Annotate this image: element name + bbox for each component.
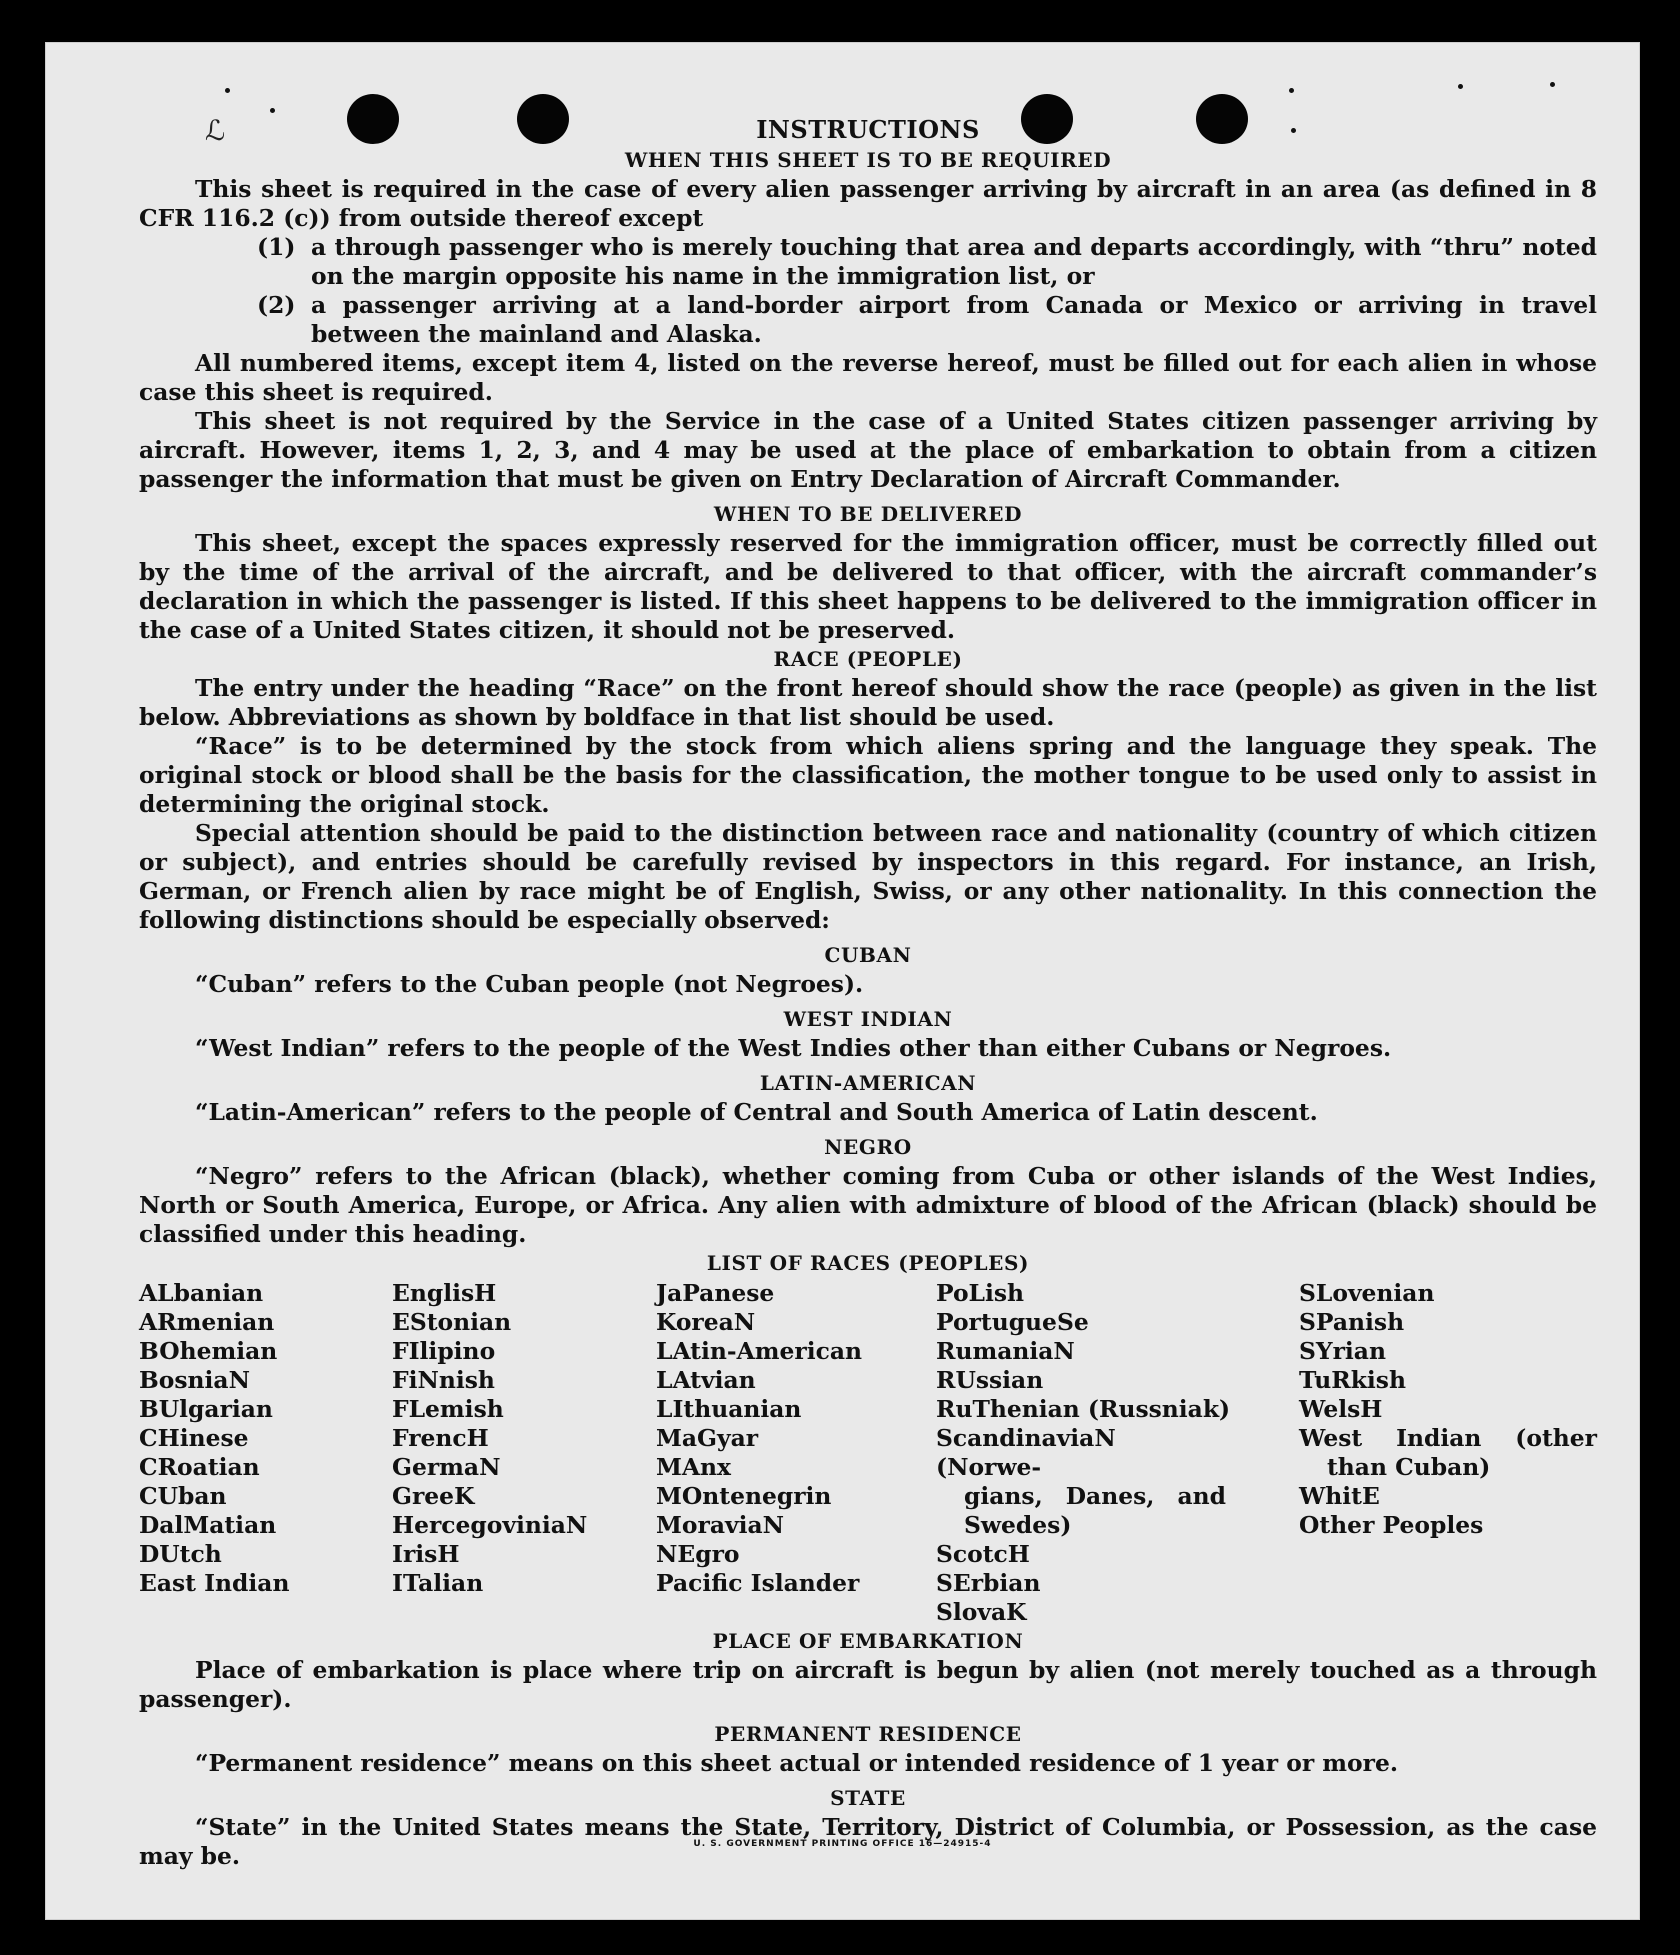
race-entry: ScotcH xyxy=(936,1540,1030,1568)
section-heading: NEGRO xyxy=(824,1135,912,1159)
list-item xyxy=(139,291,1597,349)
printing-office-footer: U. S. GOVERNMENT PRINTING OFFICE 16—24915-4 xyxy=(693,1839,992,1849)
margin-handwritten-mark: ℒ xyxy=(205,114,226,147)
section-heading: WHEN THIS SHEET IS TO BE REQUIRED xyxy=(624,148,1112,172)
race-entry: LAtvian xyxy=(656,1366,756,1394)
race-entry: BOhemian xyxy=(139,1337,278,1365)
race-entry: MaGyar xyxy=(656,1424,759,1452)
item-text: a passenger arriving at a land-border airport from Canada or Mexico or arriving in travel between the mainland and Alaska. xyxy=(311,291,1597,348)
race-entry: WelsH xyxy=(1299,1395,1383,1423)
paragraph: “Race” is to be determined by the stock from which aliens spring and the language they speak. The original stock or blood shall be the basis for the classification, the mother tongue to be used only to assist in determining the original stock. xyxy=(139,732,1597,818)
page-title: INSTRUCTIONS xyxy=(756,115,980,144)
race-entry: East Indian xyxy=(139,1569,290,1597)
paragraph: “West Indian” refers to the people of the West Indies other than either Cubans or Negroes. xyxy=(195,1034,1392,1062)
section-heading: RACE (PEOPLE) xyxy=(773,647,963,671)
section-heading: WHEN TO BE DELIVERED xyxy=(713,502,1023,526)
race-column xyxy=(139,1279,392,1627)
paragraph: All numbered items, except item 4, listed on the reverse hereof, must be filled out for each alien in whose case this sheet is required. xyxy=(139,349,1597,406)
item-number: (2) xyxy=(257,291,296,319)
race-entry: FLemish xyxy=(392,1395,504,1423)
paragraph: Special attention should be paid to the distinction between race and nationality (country of which citizen or subject), and entries should be carefully revised by inspectors in this regard. For instance, an Irish, German, or French alien by race might be of English, Swiss, or any other nationality. In this connection the following distinctions should be especially observed: xyxy=(139,819,1597,934)
race-entry: BosniaN xyxy=(139,1366,250,1394)
race-entry: SErbian xyxy=(936,1569,1041,1597)
race-entry: BUlgarian xyxy=(139,1395,273,1423)
race-column xyxy=(936,1279,1231,1627)
speck xyxy=(1550,82,1555,87)
section-heading: WEST INDIAN xyxy=(783,1007,953,1031)
race-entry: RumaniaN xyxy=(936,1337,1075,1365)
speck xyxy=(225,88,230,93)
list-item xyxy=(139,233,1597,291)
speck xyxy=(1458,84,1463,89)
race-entry: HercegoviniaN xyxy=(392,1511,588,1539)
race-entry: SYrian xyxy=(1299,1337,1386,1365)
paragraph: This sheet is required in the case of every alien passenger arriving by aircraft in an area (as defined in 8 CFR 116.2 (c)) from outside thereof except xyxy=(139,175,1597,232)
race-entry: GermaN xyxy=(392,1453,501,1481)
section-heading: LATIN-AMERICAN xyxy=(759,1071,977,1095)
race-column xyxy=(656,1279,936,1627)
document-page xyxy=(45,42,1640,1920)
race-entry: WhitE xyxy=(1299,1482,1380,1510)
paragraph: “Negro” refers to the African (black), whether coming from Cuba or other islands of the West Indies, North or South America, Europe, or Africa. Any alien with admixture of blood of the African (black) should be classified under this heading. xyxy=(139,1162,1597,1248)
race-entry: SlovaK xyxy=(936,1598,1027,1626)
race-list xyxy=(139,1279,1597,1627)
race-entry: ITalian xyxy=(392,1569,484,1597)
race-entry: SLovenian xyxy=(1299,1279,1435,1307)
race-entry: PortugueSe xyxy=(936,1308,1089,1336)
race-entry: KoreaN xyxy=(656,1308,756,1336)
item-text: a through passenger who is merely touching that area and departs accordingly, with “thru” noted on the margin opposite his name in the immigration list, or xyxy=(311,233,1597,290)
race-entry: FIlipino xyxy=(392,1337,496,1365)
race-entry: DalMatian xyxy=(139,1511,277,1539)
race-entry: ARmenian xyxy=(139,1308,275,1336)
section-heading: PERMANENT RESIDENCE xyxy=(714,1722,1022,1746)
race-entry-continued: than Cuban) xyxy=(1327,1453,1491,1481)
race-entry: LAtin-American xyxy=(656,1337,862,1365)
paragraph: “Permanent residence” means on this sheet actual or intended residence of 1 year or more. xyxy=(195,1749,1398,1777)
race-entry: MoraviaN xyxy=(656,1511,784,1539)
paragraph: This sheet is not required by the Service in the case of a United States citizen passenger arriving by aircraft. However, items 1, 2, 3, and 4 may be used at the place of embarkation to obtain from a citizen passenger the information that must be given on Entry Declaration of Aircraft Commander. xyxy=(139,407,1597,493)
item-number: (1) xyxy=(257,233,296,261)
paragraph: This sheet, except the spaces expressly reserved for the immigration officer, must be correctly filled out by the time of the arrival of the aircraft, and be delivered to that officer, with the aircraft commander’s declaration in which the passenger is listed. If this sheet happens to be delivered to the immigration officer in the case of a United States citizen, it should not be preserved. xyxy=(139,529,1597,644)
paragraph: “State” in the United States means the State, Territory, District of Columbia, or Possession, as the case may be. xyxy=(139,1813,1597,1870)
race-entry: ALbanian xyxy=(139,1279,264,1307)
paragraph: Place of embarkation is place where trip on aircraft is begun by alien (not merely touched as a through passenger). xyxy=(139,1656,1597,1713)
race-entry: TuRkish xyxy=(1299,1366,1406,1394)
race-column xyxy=(392,1279,656,1627)
race-entry: West Indian (other xyxy=(1299,1424,1597,1452)
race-entry-continued: Swedes) xyxy=(964,1511,1072,1539)
race-entry: PoLish xyxy=(936,1279,1025,1307)
race-entry: Pacific Islander xyxy=(656,1569,860,1597)
race-entry: FrencH xyxy=(392,1424,489,1452)
section-heading: STATE xyxy=(830,1786,906,1810)
race-entry: MOntenegrin xyxy=(656,1482,832,1510)
section-heading: LIST OF RACES (PEOPLES) xyxy=(706,1251,1030,1275)
race-entry: Other Peoples xyxy=(1299,1511,1484,1539)
race-entry: LIthuanian xyxy=(656,1395,802,1423)
race-entry: CUban xyxy=(139,1482,227,1510)
paragraph: “Cuban” refers to the Cuban people (not Negroes). xyxy=(195,970,864,998)
race-column xyxy=(1299,1279,1597,1627)
paragraph: “Latin-American” refers to the people of Central and South America of Latin descent. xyxy=(195,1098,1318,1126)
section-heading: CUBAN xyxy=(824,943,912,967)
race-entry: IrisH xyxy=(392,1540,460,1568)
race-entry: MAnx xyxy=(656,1453,731,1481)
race-entry: EnglisH xyxy=(392,1279,497,1307)
race-entry-continued: gians, Danes, and xyxy=(964,1482,1226,1510)
race-entry: ScandinaviaN (Norwe- xyxy=(936,1424,1116,1481)
race-entry: NEgro xyxy=(656,1540,740,1568)
race-entry: JaPanese xyxy=(656,1279,775,1307)
speck xyxy=(1289,88,1294,93)
race-entry: FiNnish xyxy=(392,1366,495,1394)
paragraph: The entry under the heading “Race” on the front hereof should show the race (people) as given in the list below. Abbreviations as shown by boldface in that list should be used. xyxy=(139,674,1597,731)
instructions-content xyxy=(139,114,1597,1871)
race-entry: GreeK xyxy=(392,1482,475,1510)
race-entry: RuThenian (Russniak) xyxy=(936,1395,1231,1423)
race-entry: DUtch xyxy=(139,1540,222,1568)
race-entry: CHinese xyxy=(139,1424,249,1452)
race-entry: EStonian xyxy=(392,1308,512,1336)
speck xyxy=(270,108,275,113)
race-entry: SPanish xyxy=(1299,1308,1405,1336)
race-entry: CRoatian xyxy=(139,1453,260,1481)
section-heading: PLACE OF EMBARKATION xyxy=(712,1629,1024,1653)
race-entry: RUssian xyxy=(936,1366,1044,1394)
